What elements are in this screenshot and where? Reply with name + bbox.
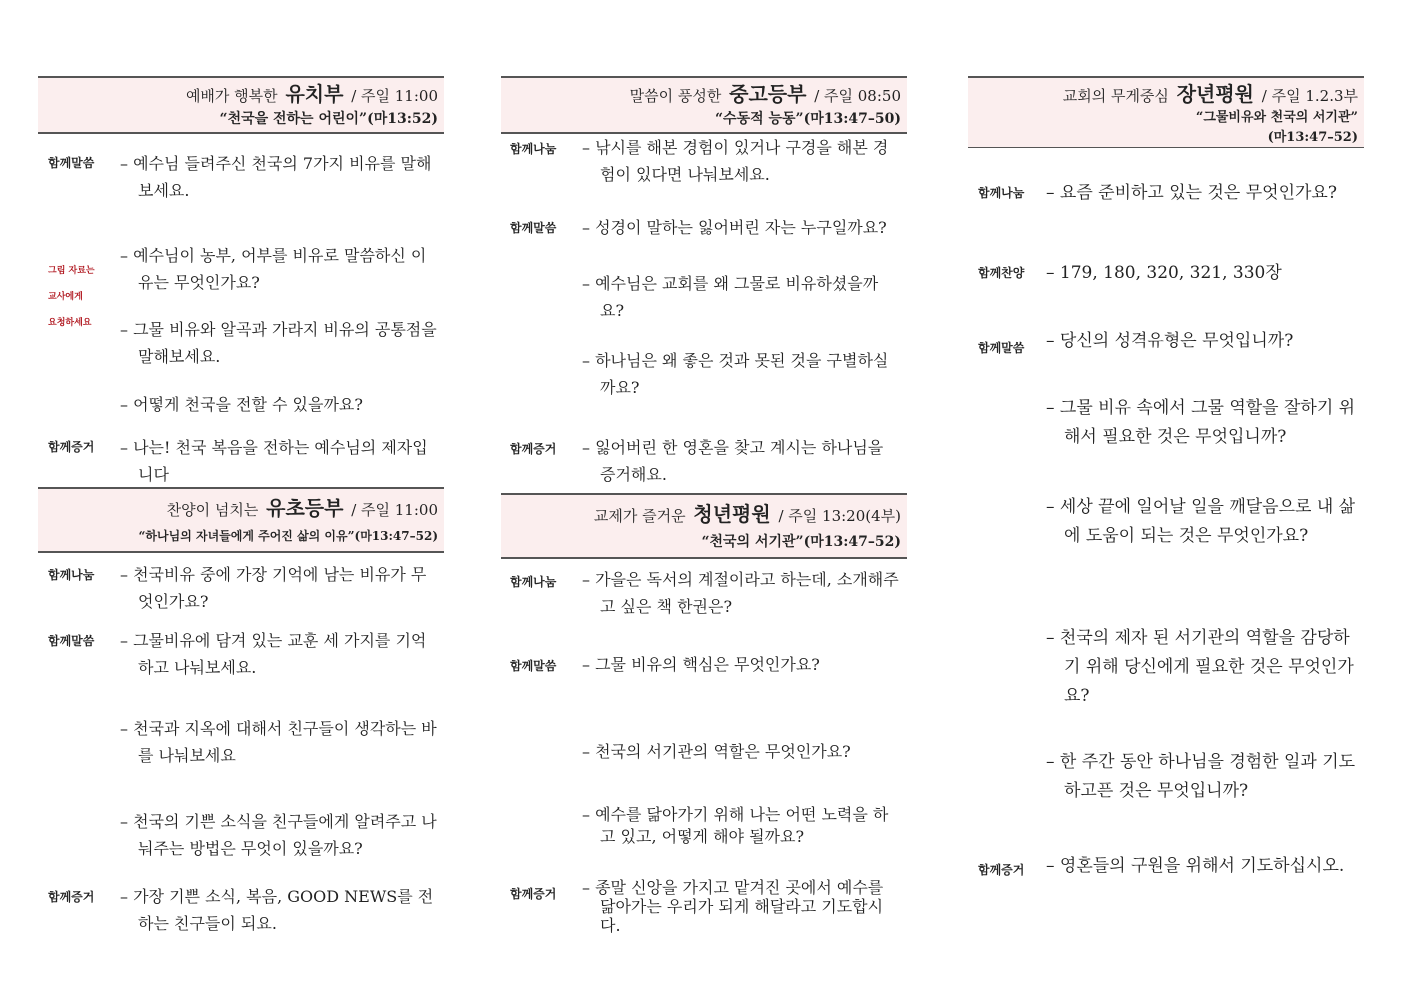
- young-adult-question-1: – 가을은 독서의 계절이라고 하는데, 소개해주고 싶은 책 한권은?: [582, 570, 899, 616]
- kinder-label-word: 함께말씀: [48, 156, 95, 170]
- adult-header: [968, 76, 1364, 148]
- adult-time: / 주일 1.2.3부: [1261, 87, 1358, 105]
- young-adult-time: / 주일 13:20(4부): [778, 507, 901, 525]
- kinder-note: [48, 258, 95, 336]
- youth-question-3: – 예수님은 교회를 왜 그물로 비유하셨을까요?: [582, 274, 879, 320]
- kinder-note-line-2: 교사에게: [48, 292, 83, 302]
- kinder-title: [44, 82, 438, 108]
- adult-question-1: – 요즘 준비하고 있는 것은 무엇인가요?: [1046, 183, 1337, 203]
- elementary-question-3: – 천국과 지옥에 대해서 친구들이 생각하는 바를 나눠보세요: [120, 719, 437, 765]
- youth-question-1: – 낚시를 해본 경험이 있거나 구경을 해본 경험이 있다면 나눠보세요.: [582, 138, 889, 184]
- youth-question-4: – 하나님은 왜 좋은 것과 못된 것을 구별하실까요?: [582, 351, 889, 397]
- elementary-label-share: 함께나눔: [48, 568, 95, 582]
- youth-question-5: – 잃어버린 한 영혼을 찾고 계시는 하나님을 증거해요.: [582, 438, 884, 484]
- young-adult-title: [507, 499, 901, 531]
- kinder-question-1: – 예수님 들려주신 천국의 7가지 비유를 말해보세요.: [120, 154, 432, 200]
- elementary-question-5: – 가장 기쁜 소식, 복음, GOOD NEWS를 전하는 친구들이 되요.: [120, 887, 434, 933]
- adult-title: [974, 82, 1358, 108]
- kinder-prefix: 예배가 행복한: [185, 87, 278, 105]
- young-adult-dept: 청년평원: [693, 502, 771, 526]
- elementary-question-1: – 천국비유 중에 가장 기억에 남는 비유가 무엇인가요?: [120, 565, 427, 611]
- youth-label-word: 함께말씀: [510, 221, 557, 235]
- kinder-question-4: – 어떻게 천국을 전할 수 있을까요?: [120, 395, 363, 414]
- young-adult-question-3: – 천국의 서기관의 역할은 무엇인가요?: [582, 742, 851, 761]
- adult-label-praise: 함께찬양: [978, 266, 1025, 280]
- elementary-time: / 주일 11:00: [351, 501, 438, 519]
- young-adult-question-2: – 그물 비유의 핵심은 무엇인가요?: [582, 655, 820, 674]
- youth-time: / 주일 08:50: [814, 87, 901, 105]
- adult-question-6: – 천국의 제자 된 서기관의 역할을 감당하기 위해 당신에게 필요한 것은 무엇인가요?: [1046, 628, 1354, 706]
- kinder-time: / 주일 11:00: [351, 87, 438, 105]
- youth-label-witness: 함께증거: [510, 442, 557, 456]
- adult-question-8: – 영혼들의 구원을 위해서 기도하십시오.: [1046, 856, 1345, 876]
- adult-label-witness: 함께증거: [978, 863, 1025, 877]
- elementary-header: [38, 487, 444, 553]
- young-adult-label-word: 함께말씀: [510, 659, 557, 673]
- elementary-question-4: – 천국의 기쁜 소식을 친구들에게 알려주고 나눠주는 방법은 무엇이 있을까요?: [120, 812, 437, 858]
- youth-question-2: – 성경이 말하는 잃어버린 자는 누구일까요?: [582, 218, 887, 237]
- elementary-dept: 유초등부: [266, 496, 344, 520]
- youth-theme: “수동적 능동”(마13:47–50): [715, 111, 901, 127]
- youth-dept: 중고등부: [729, 82, 807, 106]
- elementary-title: [44, 493, 438, 525]
- young-adult-question-4: – 예수를 닮아가기 위해 나는 어떤 노력을 하고 있고, 어떻게 해야 될까요?: [582, 805, 889, 846]
- kinder-question-3: – 그물 비유와 알곡과 가라지 비유의 공통점을 말해보세요.: [120, 320, 437, 366]
- elementary-label-witness: 함께증거: [48, 890, 95, 904]
- elementary-theme: “하나님의 자녀들에게 주어진 삶의 이유”(마13:47–52): [138, 529, 438, 543]
- adult-question-3: – 당신의 성격유형은 무엇입니까?: [1046, 331, 1294, 351]
- adult-question-7: – 한 주간 동안 하나님을 경험한 일과 기도하고픈 것은 무엇입니까?: [1046, 752, 1356, 801]
- adult-theme-line-2: (마13:47–52): [1267, 130, 1358, 145]
- adult-question-5: – 세상 끝에 일어날 일을 깨달음으로 내 삶에 도움이 되는 것은 무엇인가요?: [1046, 497, 1356, 546]
- youth-header: [501, 76, 907, 134]
- kinder-note-line-3: 요청하세요: [48, 318, 92, 328]
- youth-title: [507, 82, 901, 108]
- young-adult-header: [501, 493, 907, 559]
- kinder-note-line-1: 그림 자료는: [48, 266, 95, 276]
- elementary-label-word: 함께말씀: [48, 634, 95, 648]
- elementary-question-2: – 그물비유에 담겨 있는 교훈 세 가지를 기억하고 나눠보세요.: [120, 631, 427, 677]
- young-adult-label-share: 함께나눔: [510, 575, 557, 589]
- adult-theme-line-1: “그물비유와 천국의 서기관”: [1195, 110, 1358, 125]
- young-adult-label-witness: 함께증거: [510, 887, 557, 901]
- kinder-theme: “천국을 전하는 어린이”(마13:52): [219, 111, 438, 127]
- kinder-label-witness: 함께증거: [48, 440, 95, 454]
- adult-dept: 장년평원: [1176, 82, 1254, 106]
- adult-question-4: – 그물 비유 속에서 그물 역할을 잘하기 위해서 필요한 것은 무엇입니까?: [1046, 398, 1356, 447]
- elementary-prefix: 찬양이 넘치는: [166, 501, 259, 519]
- adult-question-2: – 179, 180, 320, 321, 330장: [1046, 263, 1282, 283]
- youth-label-share: 함께나눔: [510, 142, 557, 156]
- young-adult-question-5: – 종말 신앙을 가지고 맡겨진 곳에서 예수를 닮아가는 우리가 되게 해달라고 기도합시다.: [582, 878, 884, 935]
- adult-label-share: 함께나눔: [978, 186, 1025, 200]
- kinder-dept: 유치부: [285, 82, 344, 106]
- kinder-question-2: – 예수님이 농부, 어부를 비유로 말씀하신 이유는 무엇인가요?: [120, 246, 427, 292]
- adult-label-word: 함께말씀: [978, 341, 1025, 355]
- kinder-header: [38, 76, 444, 134]
- young-adult-prefix: 교제가 즐거운: [593, 507, 686, 525]
- kinder-question-5: – 나는! 천국 복음을 전하는 예수님의 제자입니다: [120, 438, 428, 484]
- young-adult-theme: “천국의 서기관”(마13:47–52): [701, 534, 901, 550]
- youth-prefix: 말씀이 풍성한: [629, 87, 722, 105]
- adult-prefix: 교회의 무게중심: [1062, 87, 1169, 105]
